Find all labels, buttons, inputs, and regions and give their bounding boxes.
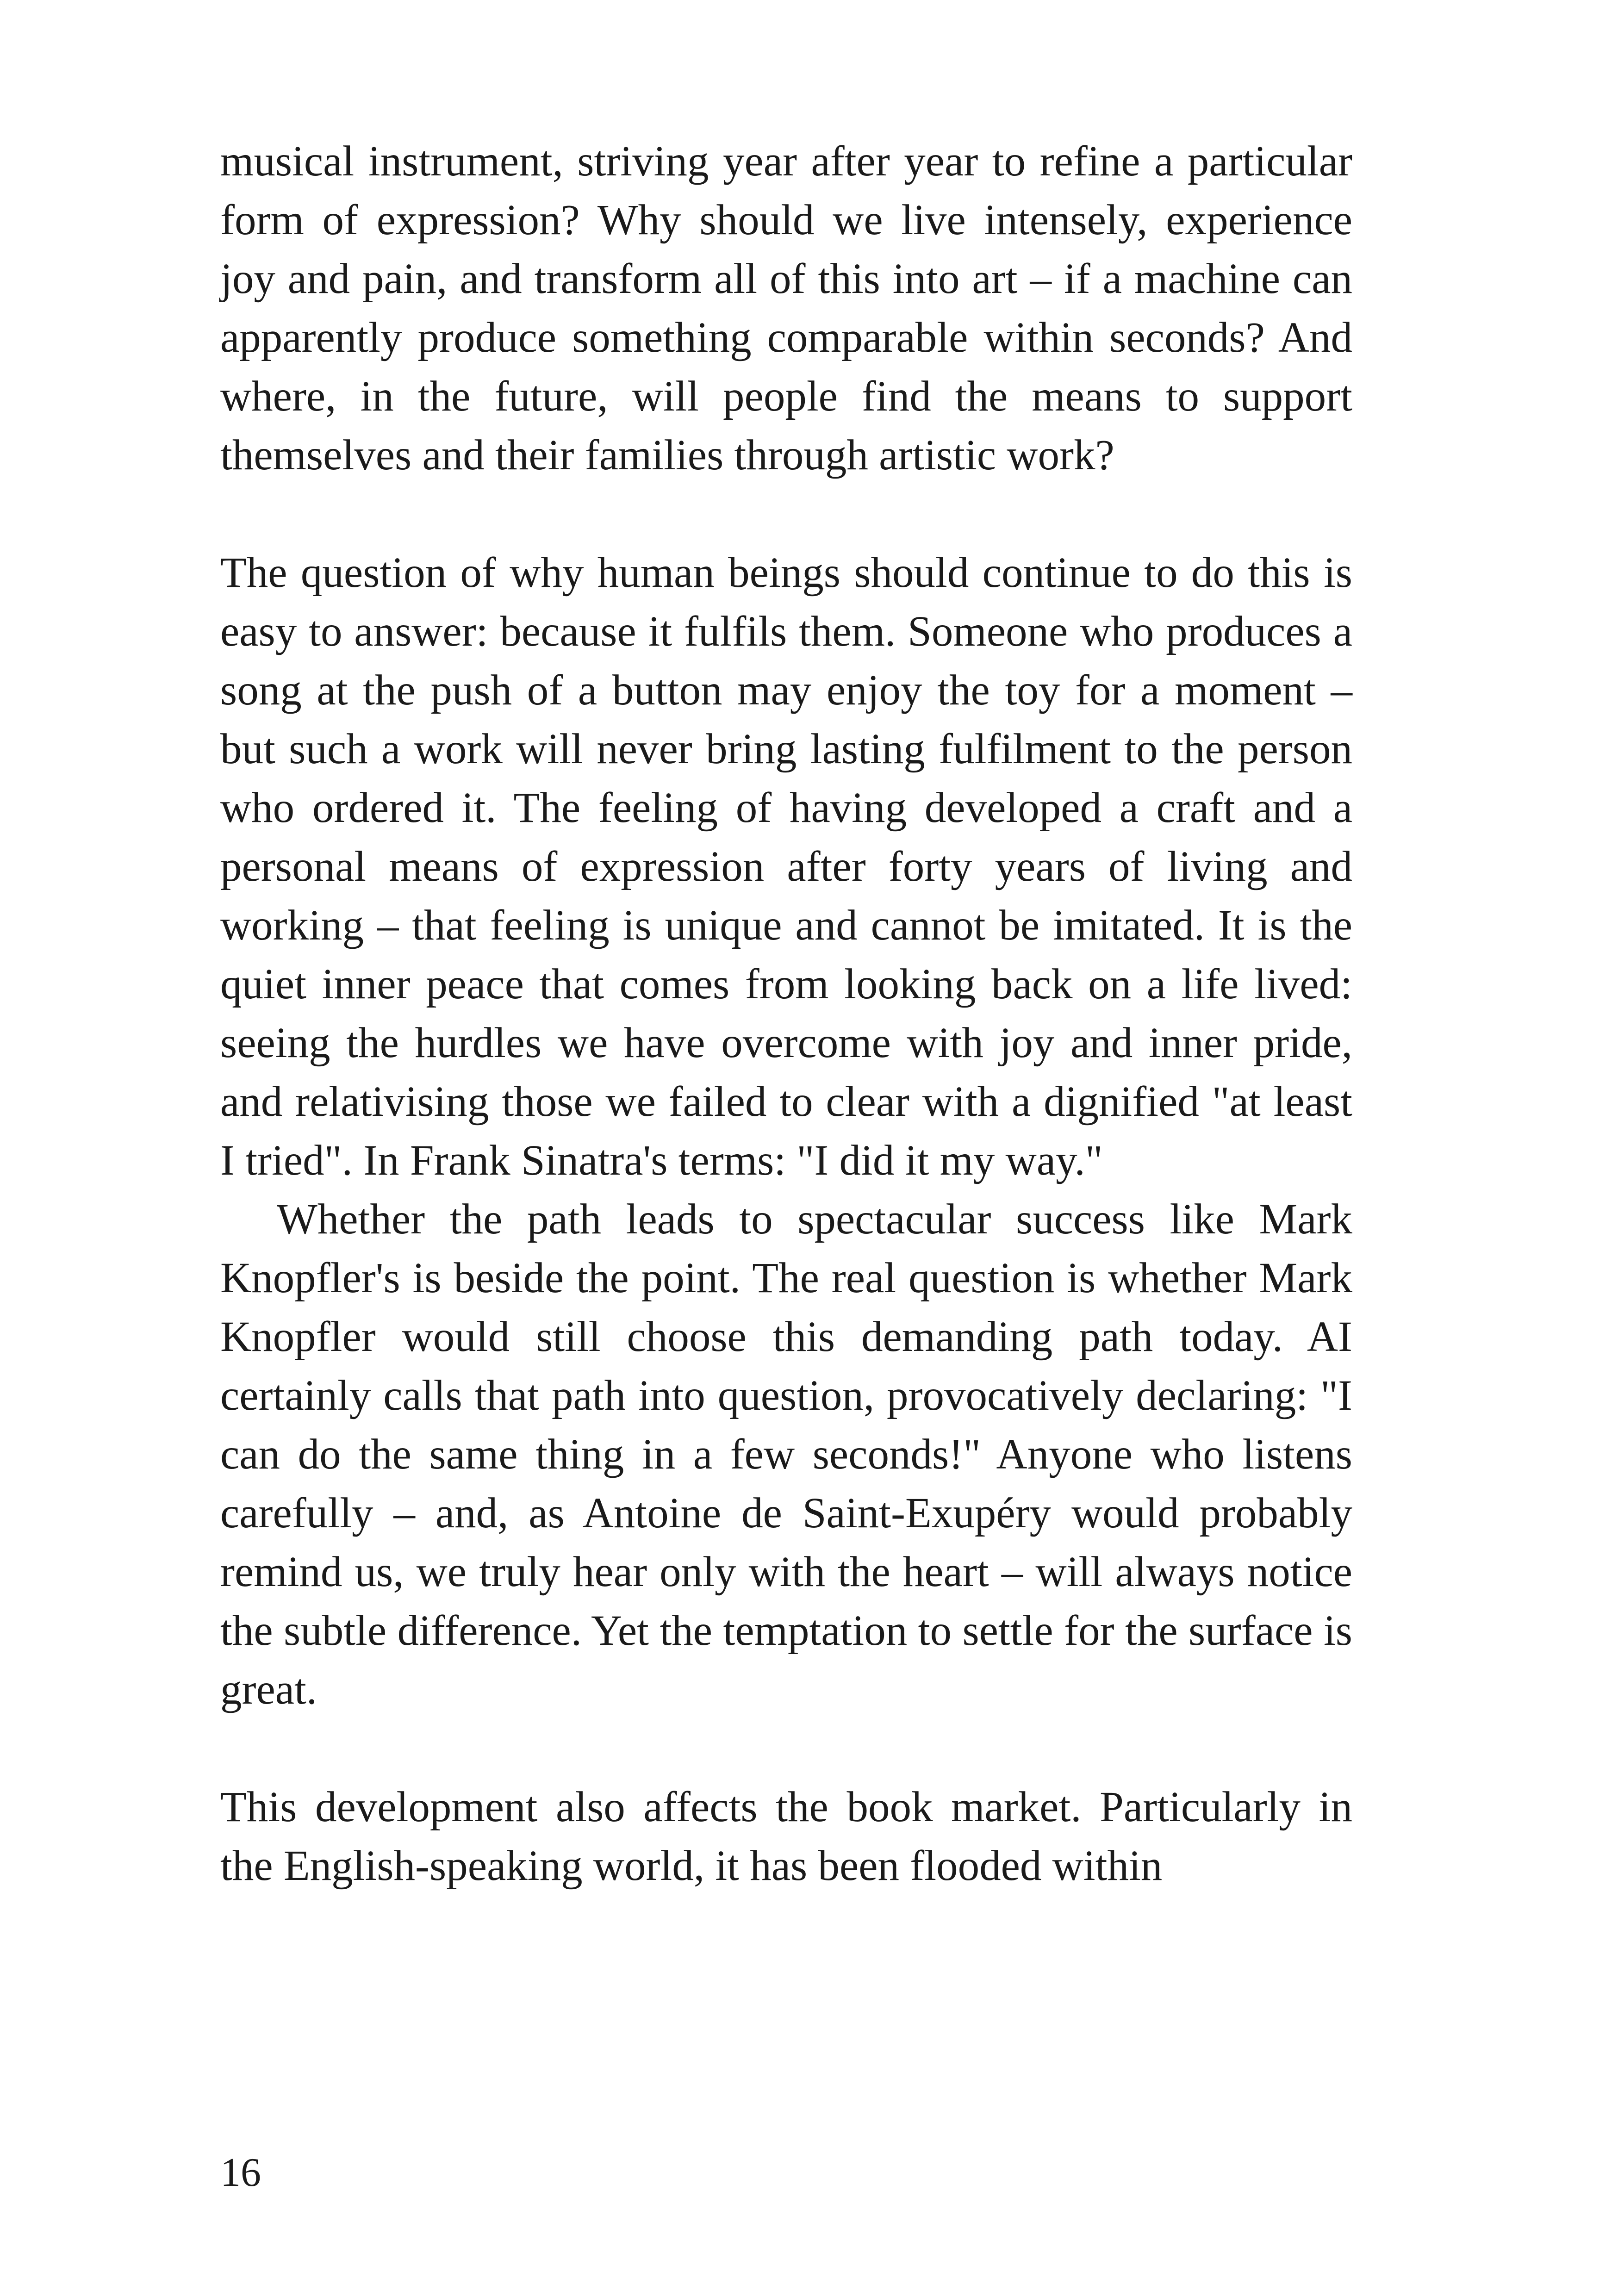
paragraph-spacer: [220, 485, 1352, 543]
paragraph-fulfilment: The question of why human beings should continue to do this is easy to answer: because it fulfils them. Someone who produces a song at the push of a button may enjoy the toy for a moment – but such a work will never bring lasting fulfilment to the person who ordered it. The feeling of having developed a craft and a personal means of expression after forty years of living and working – that feeling is unique and cannot be imitated. It is the quiet inner peace that comes from looking back on a life lived: seeing the hurdles we have overcome with joy and inner pride, and relativising those we failed to clear with a dignified "at least I tried". In Frank Sinatra's terms: "I did it my way.": [220, 549, 1352, 1184]
paragraph-knopfler: Whether the path leads to spectacular success like Mark Knopfler's is beside the point. The real question is whether Mark Knopfler would still choose this demanding path today. AI certainly calls that path into question, provocatively declaring: "I can do the same thing in a few seconds!" Anyone who listens carefully – and, as Antoine de Saint-Exupéry would probably remind us, we truly hear only with the heart – will always notice the subtle difference. Yet the temptation to settle for the surface is great.: [220, 1195, 1352, 1713]
paragraph-spacer: [220, 1719, 1352, 1778]
paragraph-book-market: This development also affects the book market. Particularly in the English-speaking world, it has been flooded within: [220, 1783, 1352, 1890]
paragraph-continuation: musical instrument, striving year after year to refine a particular form of expression? Why should we live intensely, experience joy and pain, and transform all of this into art – if a machine can apparently produce something comparable within seconds? And where, in the future, will people find the means to support themselves and their families through artistic work?: [220, 137, 1352, 479]
page-number: 16: [220, 2150, 261, 2195]
body-text: [220, 132, 1352, 1895]
